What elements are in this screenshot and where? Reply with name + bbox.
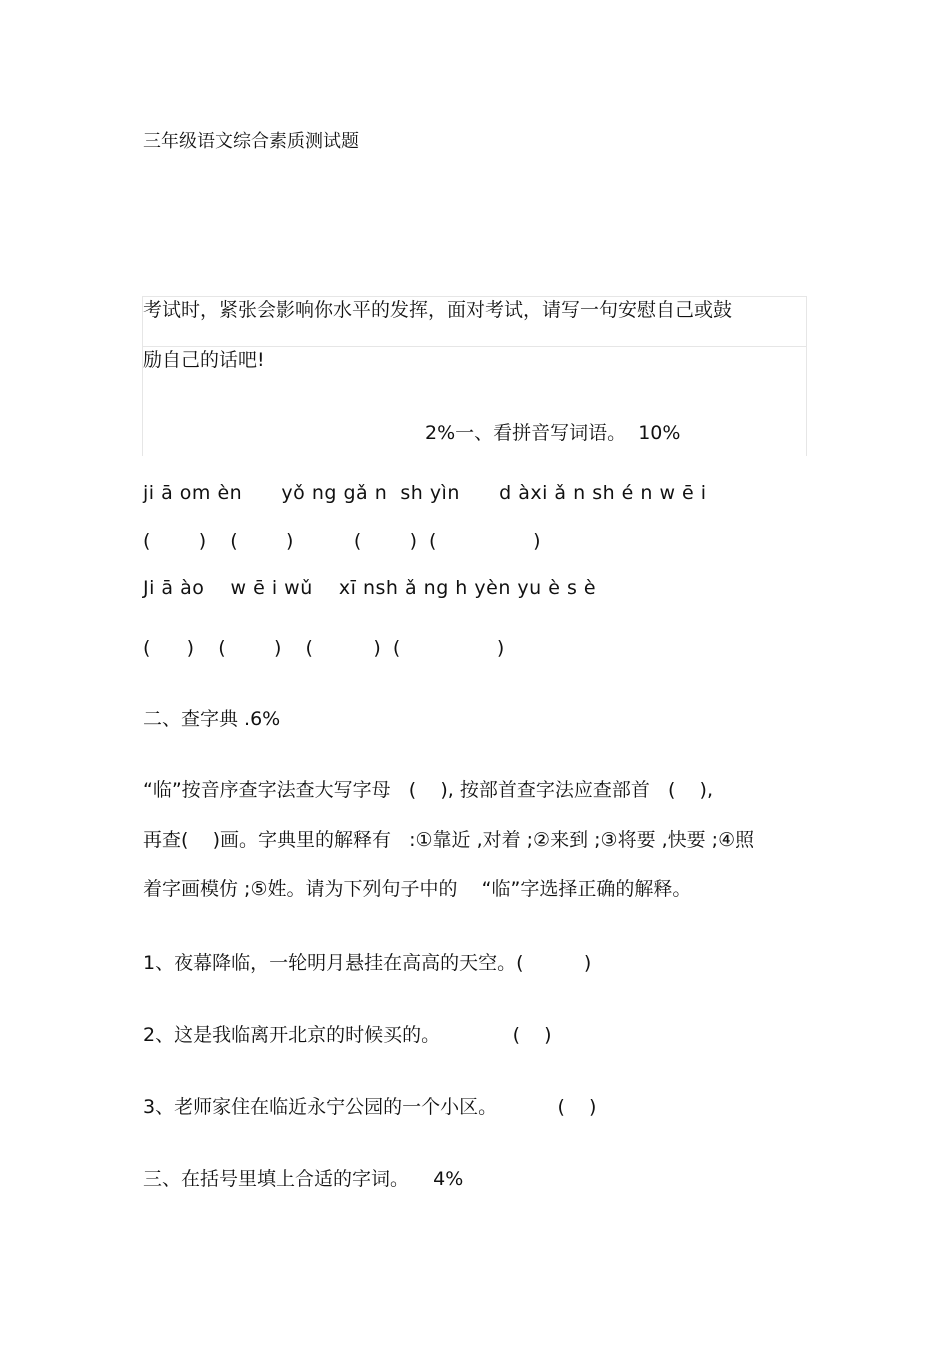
section3-heading: 三、在括号里填上合适的字词。 4% (143, 1168, 464, 1190)
answer-brackets-row-2: ( ) ( ) ( ) ( ) (143, 637, 505, 659)
section2-paragraph-line-1: “临”按音序查字法查大写字母 ( ), 按部首查字法应查部首 ( ), (143, 779, 714, 801)
box-line-1: 考试时，紧张会影响你水平的发挥，面对考试，请写一句安慰自己或鼓 (143, 299, 733, 321)
section2-paragraph-line-3: 着字画模仿 ;⑤姓。请为下列句子中的 “临”字选择正确的解释。 (143, 878, 692, 900)
question-item-2: 2、这是我临离开北京的时候买的。 ( ) (143, 1024, 552, 1046)
box-line-2: 励自己的话吧! (143, 349, 265, 371)
box-right-border (806, 296, 807, 456)
box-mid-border (142, 346, 807, 347)
question-item-3: 3、老师家住在临近永宁公园的一个小区。 ( ) (143, 1096, 597, 1118)
section1-heading: 2%一、看拼音写词语。 10% (425, 422, 681, 444)
section2-paragraph-line-2: 再查( )画。字典里的解释有 :①靠近 ,对着 ;②来到 ;③将要 ,快要 ;④照 (143, 829, 755, 851)
test-title: 三年级语文综合素质测试题 (143, 131, 359, 152)
answer-brackets-row-1: ( ) ( ) ( ) ( ) (143, 530, 541, 552)
box-top-border (142, 296, 807, 297)
pinyin-row-1: ji ā om èn yǒ ng gǎ n sh yìn d àxi ǎ n sh é n w ē i (143, 482, 707, 504)
question-item-1: 1、夜幕降临，一轮明月悬挂在高高的天空。( ) (143, 952, 592, 974)
section2-heading: 二、查字典 .6% (143, 708, 281, 730)
pinyin-row-2: Ji ā ào w ē i wǔ xī nsh ǎ ng h yèn yu è s è (143, 577, 597, 599)
